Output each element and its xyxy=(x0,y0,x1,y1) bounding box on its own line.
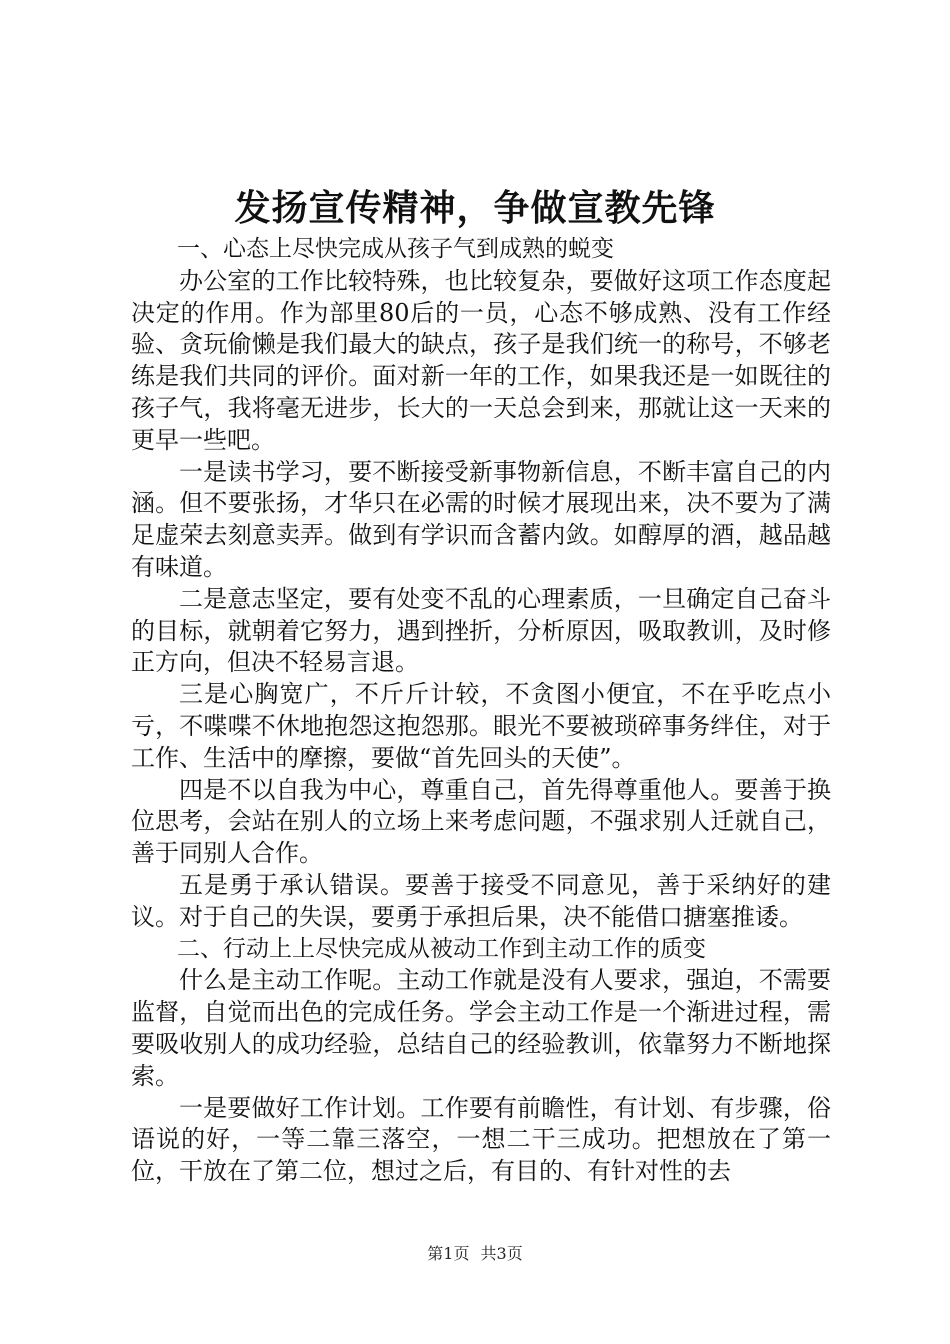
section-heading: 二、行动上上尽快完成从被动工作到主动工作的质变 xyxy=(177,935,706,962)
paragraph: 二是意志坚定，要有处变不乱的心理素质，一旦确定自己奋斗的目标，就朝着它努力，遇到挫折，分析原因，吸取教训，及时修正方向，但决不轻易言退。 xyxy=(131,584,831,677)
paragraph: 一是读书学习，要不断接受新事物新信息，不断丰富自己的内涵。但不要张扬，才华只在必需的时候才展现出来，决不要为了满足虚荣去刻意卖弄。做到有学识而含蓄内敛。如醇厚的酒，越品越有味道。 xyxy=(131,457,831,581)
paragraph: 四是不以自我为中心，尊重自己，首先得尊重他人。要善于换位思考，会站在别人的立场上来考虑问题，不强求别人迁就自己，善于同别人合作。 xyxy=(131,775,831,868)
page-total: 共3页 xyxy=(480,1244,523,1263)
page-footer xyxy=(0,1242,950,1266)
section-heading: 一、心态上尽快完成从孩子气到成熟的蜕变 xyxy=(177,236,614,262)
paragraph: 三是心胸宽广，不斤斤计较，不贪图小便宜，不在乎吃点小亏，不喋喋不休地抱怨这抱怨那。眼光不要被琐碎事务绊住，对于工作、生活中的摩擦，要做“首先回头的天使”。 xyxy=(131,680,831,772)
document-title: 发扬宣传精神，争做宣教先锋 xyxy=(234,187,716,229)
paragraph: 什么是主动工作呢。主动工作就是没有人要求，强迫，不需要监督，自觉而出色的完成任务。学会主动工作是一个渐进过程，需要吸收别人的成功经验，总结自己的经验教训，依靠努力不断地探索。 xyxy=(131,966,831,1090)
paragraph: 一是要做好工作计划。工作要有前瞻性，有计划、有步骤，俗语说的好，一等二靠三落空，一想二干三成功。把想放在了第一位，干放在了第二位，想过之后，有目的、有针对性的去 xyxy=(131,1093,831,1186)
paragraph: 办公室的工作比较特殊，也比较复杂，要做好这项工作态度起决定的作用。作为部里80后的一员，心态不够成熟、没有工作经验、贪玩偷懒是我们最大的缺点，孩子是我们统一的称号，不够老练是我们共同的评价。面对新一年的工作，如果我还是一如既往的孩子气，我将毫无进步，长大的一天总会到来，那就让这一天来的更早一些吧。 xyxy=(131,266,831,454)
page-number: 第1页 xyxy=(427,1244,470,1263)
document-body xyxy=(131,234,831,1188)
paragraph: 五是勇于承认错误。要善于接受不同意见，善于采纳好的建议。对于自己的失误，要勇于承担后果，决不能借口搪塞推诿。 xyxy=(131,870,831,931)
